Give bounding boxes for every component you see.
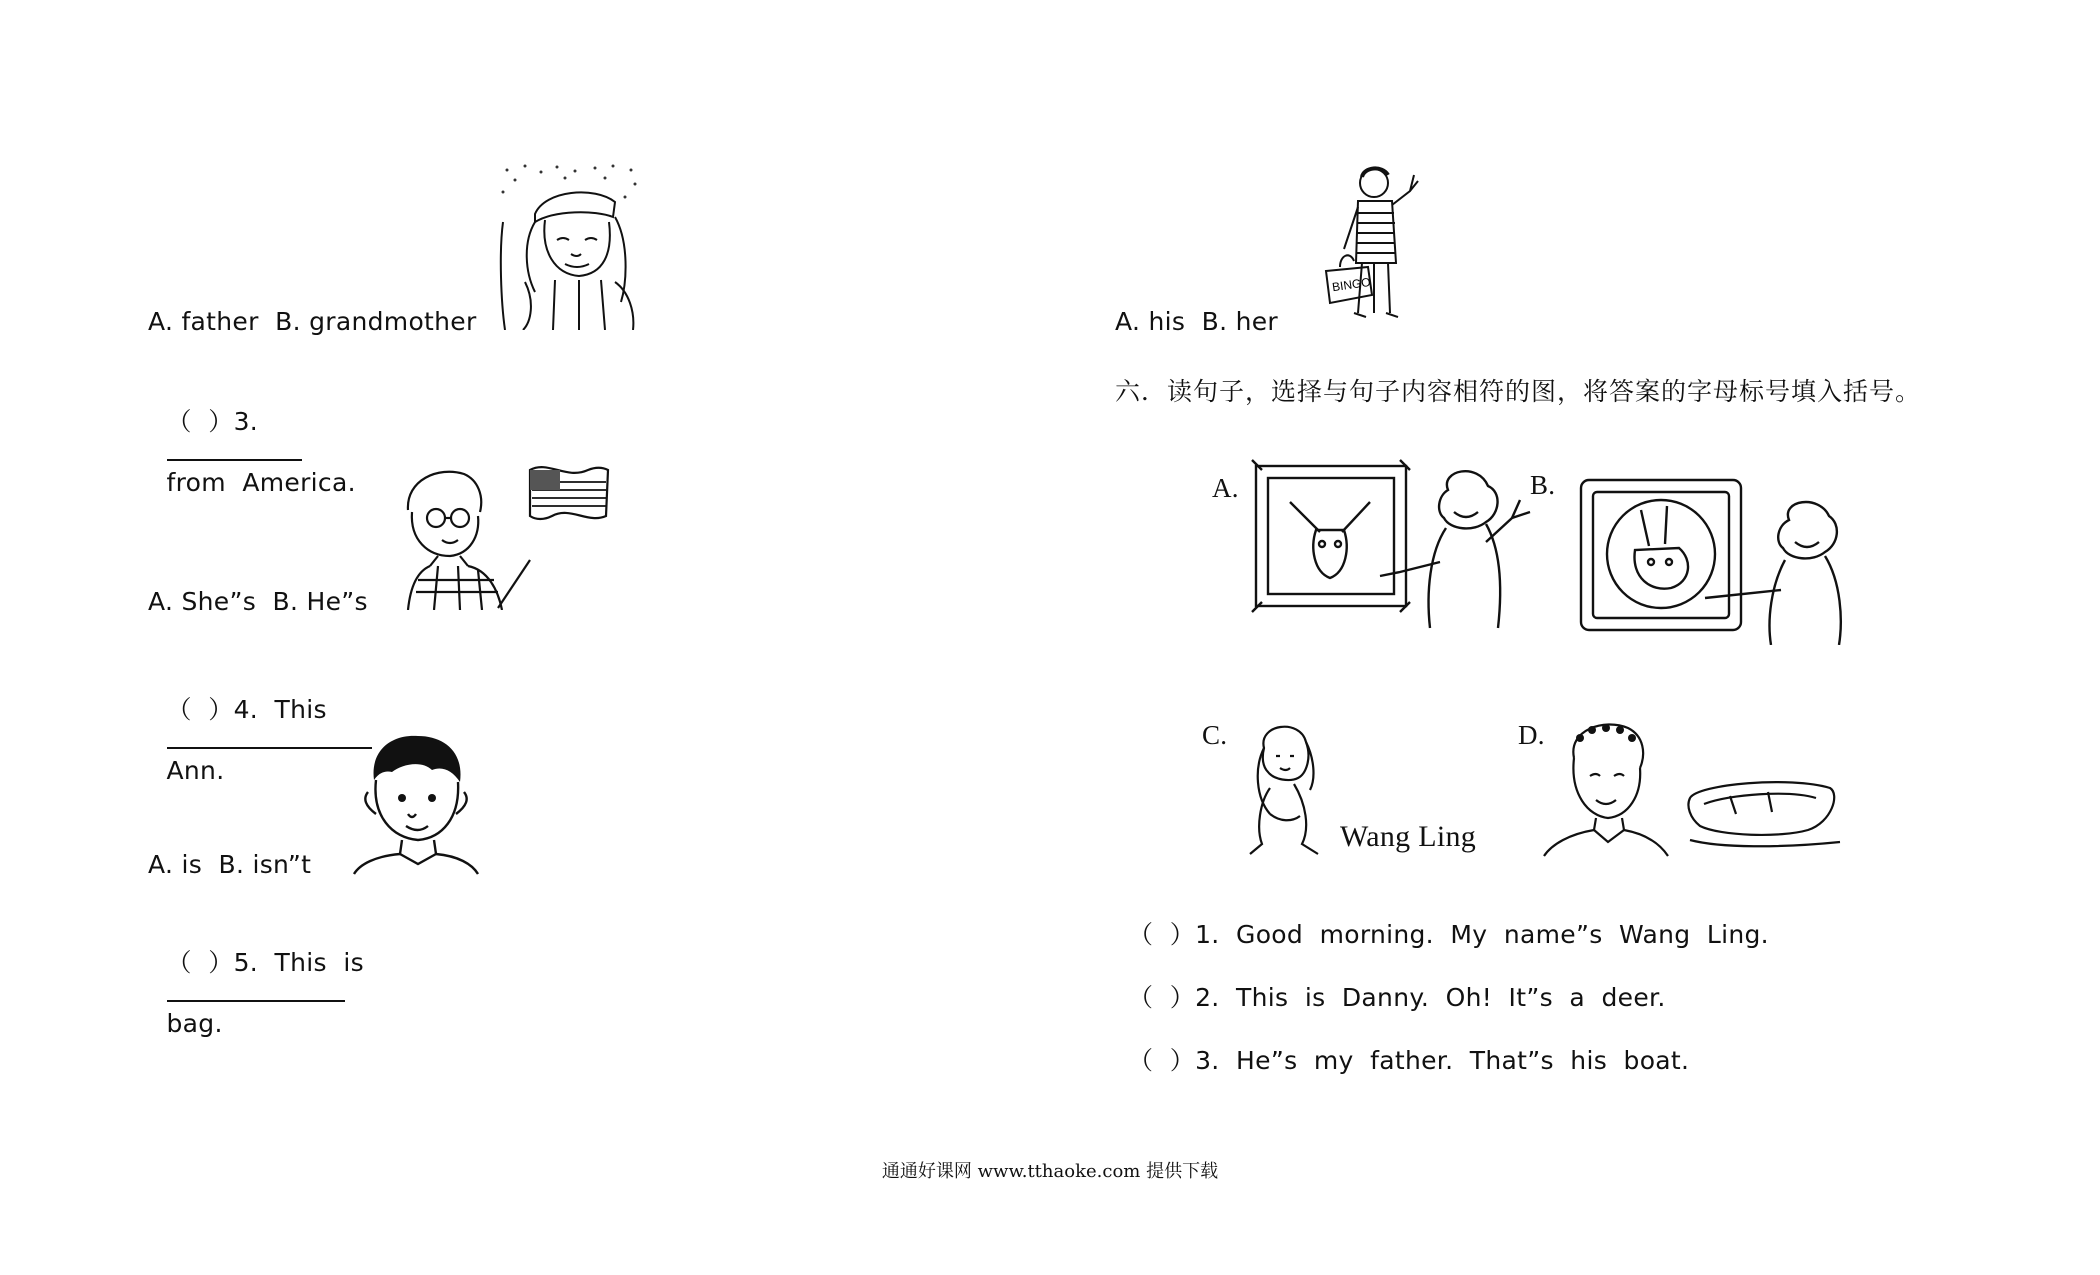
q4-options: A. is B. isn”t [148, 850, 312, 879]
s6-item-3: （ ）3. He”s my father. That”s his boat. [1128, 1046, 1690, 1075]
q3-options: A. She”s B. He”s [148, 587, 368, 616]
q3-after: from America. [166, 468, 356, 497]
q2-options: A. father B. grandmother [148, 307, 477, 336]
q4-line [150, 665, 372, 786]
father-boat-picture-d [1540, 718, 1845, 858]
girl-picture-c [1240, 718, 1320, 858]
boy-portrait-illustration [352, 730, 482, 875]
q5-paren: （ ）5. This is [166, 948, 364, 977]
q5-line [150, 918, 364, 1039]
bag-sign: BINGO [1331, 274, 1372, 295]
pic-c-label: C. [1202, 720, 1228, 750]
boy-with-flag-illustration [398, 460, 613, 610]
footer-credit: 通通好课网 www.tthaoke.com 提供下载 [881, 1161, 1219, 1182]
pic-a-label: A. [1212, 473, 1239, 503]
q3-paren: （ ）3. [166, 407, 259, 436]
q3-answer-blank[interactable] [167, 437, 302, 461]
q4-paren: （ ）4. This [166, 695, 327, 724]
boy-with-bag-illustration [1318, 163, 1438, 328]
q3-line [150, 377, 356, 498]
pic-b-label: B. [1530, 470, 1556, 500]
grandmother-illustration [495, 162, 645, 330]
pic-d-label: D. [1518, 720, 1545, 750]
pic-c-caption: Wang Ling [1340, 820, 1477, 853]
q-options-his-her: A. his B. her [1115, 307, 1279, 336]
s6-item-2: （ ）2. This is Danny. Oh! It”s a deer. [1128, 983, 1666, 1012]
q5-answer-blank[interactable] [167, 978, 345, 1002]
q5-after: bag. [166, 1009, 223, 1038]
section-6-title: 六．读句子，选择与句子内容相符的图，将答案的字母标号填入括号。 [1115, 377, 1922, 406]
s6-item-1: （ ）1. Good morning. My name”s Wang Ling. [1128, 920, 1769, 949]
monkey-deer-picture-a [1250, 452, 1540, 632]
monkey-rabbit-picture-b [1575, 470, 1865, 645]
q4-after: Ann. [166, 756, 225, 785]
q4-answer-blank[interactable] [167, 725, 372, 749]
